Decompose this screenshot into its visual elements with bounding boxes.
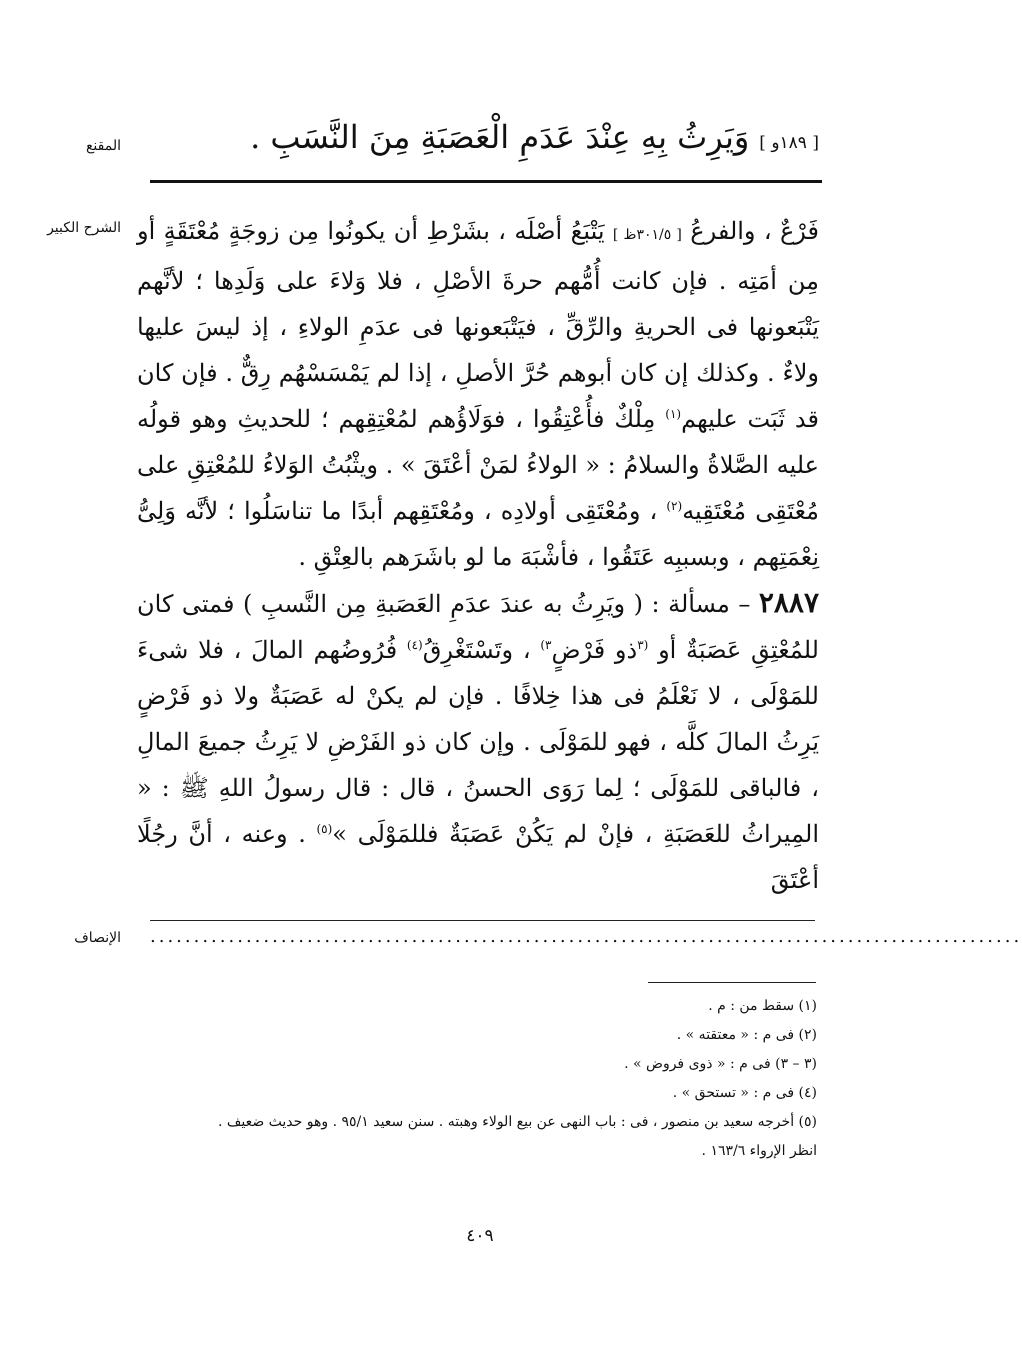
footnote-1: (١) سقط من : م . (708, 998, 817, 1014)
muqni-main-text: وَيَرِثُ بِهِ عِنْدَ عَدَمِ الْعَصَبَةِ مِنَ النَّسَبِ . (250, 118, 750, 156)
sharh-text-2c: ، وتَسْتَغْرِقُ (422, 636, 531, 664)
footnote-ref-3-close[interactable]: ٣) (540, 638, 552, 652)
footnote-3: (٣ – ٣) فى م : « ذوى فروض » . (624, 1056, 817, 1072)
sharh-text-2e: . وعنه ، أنَّ رجُلًا أعْتَقَ (137, 820, 819, 894)
footnote-ref-4[interactable]: (٤) (406, 638, 423, 652)
footnote-separator (648, 982, 816, 983)
footnote-ref-3-open[interactable]: (٣ (637, 638, 649, 652)
sharh-body (137, 208, 819, 903)
footnotes (117, 992, 817, 1166)
label-muqni: المقنع (85, 138, 121, 154)
footnote-5-continued: انظر الإرواء ١٦٣/٦ . (701, 1143, 817, 1159)
label-insaf: الإنصاف (74, 930, 121, 946)
footnote-5: (٥) أخرجه سعيد بن منصور ، فى : باب النهى عن بيع الولاء وهبته . سنن سعيد ٩٥/١ . وهو حديث ضعيف . (217, 1114, 817, 1130)
insaf-dotted-line: .................................................................................................... (150, 926, 1022, 947)
footnote-ref-2[interactable]: (٢) (666, 499, 683, 513)
section-divider-thin (150, 920, 815, 921)
page-number: ٤٠٩ (466, 1226, 494, 1246)
footnote-2: (٢) فى م : « معتقته » . (676, 1027, 817, 1043)
footnote-ref-5[interactable]: (٥) (316, 822, 333, 836)
muqni-text (139, 118, 819, 156)
sharh-text-2a: – مسألة : ( ويَرِثُ به عندَ عدَمِ العَصَبةِ مِن النَّسبِ ) فمتى كان للمُعْتِقِ عَصَبَةٌ أو (137, 590, 819, 664)
label-sharh-kabir: الشرح الكبير (47, 220, 121, 236)
sharh-text-1b: يَتْبَعُ أصْلَه ، بشَرْطِ أن يكونُوا مِن زوجَةٍ مُعْتَقَةٍ أو مِن أمَتِه . فإن كانت أُمُّهم حرةَ الأصْلِ ، فلا وَلاءَ على وَلَدِها ؛ لأنَّهم يَتْبَعونها فى الحريةِ والرِّقِّ ، فيَتْبَعونها فى عدَمِ الولاءِ ، إذ ليسَ عليها ولاءٌ . وكذلك إن كان أبوهم حُرَّ الأصلِ ، إذا لم يَمْسَسْهُم رِقٌّ . فإن كان قد ثَبَت عليهم (137, 217, 820, 433)
sharh-text-1d: ، ومُعْتَقِى أولادِه ، ومُعْتَقِهم أبدًا ما تناسَلُوا ؛ لأنَّه وَلِىُّ نِعْمَتِهم ، وبسببِه عَتَقُوا ، فأشْبَهَ ما لو باشَرَهم بالعِتْقِ . (137, 497, 819, 571)
footnote-ref-1[interactable]: (١) (665, 407, 682, 421)
section-divider-thick (150, 180, 822, 183)
footnote-4: (٤) فى م : « تستحق » . (672, 1085, 817, 1101)
sharh-text-1c: مِلْكٌ فأُعْتِقُوا ، فوَلَاؤُهم لمُعْتِقِهم ؛ للحديثِ وهو قولُه عليه الصَّلاةُ والسلامُ : « الولاءُ لمَنْ أعْتَقَ » . ويثْبُتُ الوَلاءُ للمُعْتِقِ على مُعْتَقِى مُعْتَقِيه (137, 405, 820, 525)
sharh-text-1a: فَرْعٌ ، والفرعُ (690, 217, 819, 245)
volume-page-ref: [ ٣٠١/٥ظ ] (612, 227, 682, 243)
masala-number: ٢٨٨٧ (758, 586, 819, 619)
sharh-text-2b: ذو فَرْضٍ (551, 636, 638, 664)
muqni-folio-ref: [ ١٨٩و ] (759, 133, 819, 153)
sharh-text-2d: فُرُوضُهم المالَ ، فلا شىءَ للمَوْلَى ، لا نَعْلَمُ فى هذا خِلافًا . فإن لم يكنْ له عَصَبَةٌ ولا ذو فَرْضٍ يَرِثُ المالَ كلَّه ، فهو للمَوْلَى . وإن كان ذو الفَرْضِ لا يَرِثُ جميعَ المالِ ، فالباقى للمَوْلَى ؛ لِما رَوَى الحسنُ ، قال : قال رسولُ اللهِ ﷺ : « المِيراثُ للعَصَبَةِ ، فإنْ لم يَكُنْ عَصَبَةٌ فللمَوْلَى » (137, 636, 819, 848)
